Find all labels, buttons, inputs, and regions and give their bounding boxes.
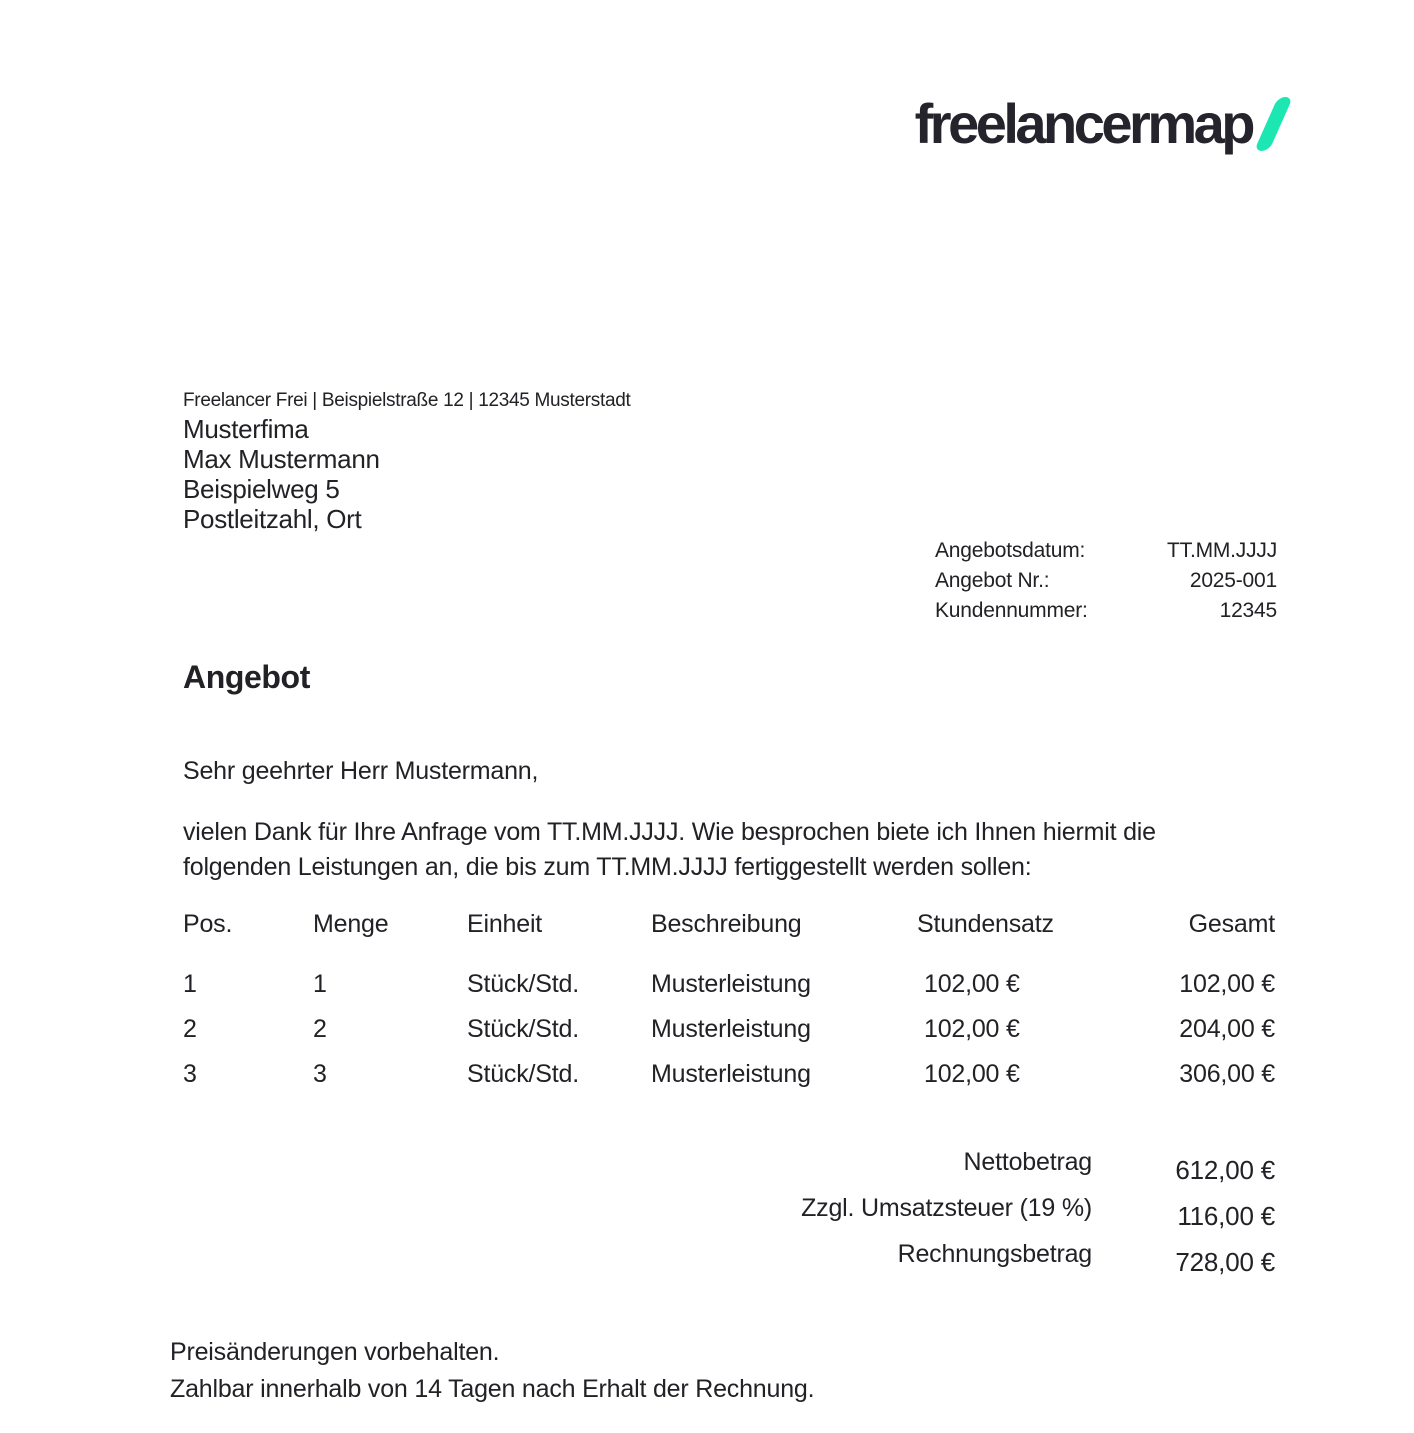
vat-value: 116,00 € [1177, 1201, 1275, 1231]
cell-menge: 3 [313, 1060, 327, 1088]
line-items-table [183, 909, 1275, 1104]
intro-line-2: folgenden Leistungen an, die bis zum TT.MM.JJJJ fertiggestellt werden sollen: [183, 853, 1032, 881]
totals-section [183, 1147, 1275, 1277]
cell-stundensatz: 102,00 € [924, 1015, 1020, 1043]
price-change-note: Preisänderungen vorbehalten. [170, 1338, 500, 1366]
sender-line: Freelancer Frei | Beispielstraße 12 | 12345 Musterstadt [183, 390, 631, 411]
customer-number-value: 12345 [1219, 599, 1277, 622]
cell-stundensatz: 102,00 € [924, 970, 1020, 998]
meta-row-customer [935, 596, 1277, 626]
cell-einheit: Stück/Std. [467, 1015, 579, 1043]
freelancermap-logo [914, 92, 1281, 155]
meta-row-number [935, 566, 1277, 596]
net-amount-label: Nettobetrag [963, 1148, 1092, 1176]
meta-row-date [935, 536, 1277, 566]
header-einheit: Einheit [467, 910, 543, 938]
cell-gesamt: 102,00 € [1179, 970, 1275, 998]
cell-menge: 1 [313, 970, 327, 998]
table-header-row [183, 909, 1275, 939]
cell-menge: 2 [313, 1015, 327, 1043]
logo-slash-icon [1254, 97, 1293, 151]
header-pos: Pos. [183, 910, 233, 938]
offer-date-label: Angebotsdatum: [935, 539, 1086, 562]
cell-beschreibung: Musterleistung [651, 1060, 811, 1088]
logo-wordmark: freelancermap [914, 92, 1252, 155]
cell-pos: 2 [183, 1015, 197, 1043]
totals-row-gross [183, 1239, 1275, 1277]
vat-label: Zzgl. Umsatzsteuer (19 %) [801, 1194, 1092, 1222]
salutation: Sehr geehrter Herr Mustermann, [183, 757, 539, 785]
footer-notes [170, 1337, 814, 1404]
intro-paragraph [183, 815, 1275, 885]
offer-number-label: Angebot Nr.: [935, 569, 1050, 592]
cell-einheit: Stück/Std. [467, 970, 579, 998]
customer-number-label: Kundennummer: [935, 599, 1088, 622]
net-amount-value: 612,00 € [1175, 1155, 1275, 1185]
payment-terms-note: Zahlbar innerhalb von 14 Tagen nach Erhalt der Rechnung. [170, 1375, 815, 1403]
totals-row-net [183, 1147, 1275, 1185]
header-stundensatz: Stundensatz [917, 910, 1054, 938]
cell-gesamt: 306,00 € [1179, 1060, 1275, 1088]
header-menge: Menge [313, 910, 389, 938]
recipient-name: Max Mustermann [183, 444, 380, 474]
offer-number-value: 2025-001 [1189, 569, 1277, 592]
invoice-amount-label: Rechnungsbetrag [897, 1240, 1092, 1268]
recipient-address [183, 414, 380, 534]
invoice-amount-value: 728,00 € [1175, 1247, 1275, 1277]
recipient-company: Musterfima [183, 414, 309, 444]
offer-date-value: TT.MM.JJJJ [1167, 539, 1277, 562]
header-gesamt: Gesamt [1188, 910, 1275, 938]
recipient-street: Beispielweg 5 [183, 474, 340, 504]
document-title: Angebot [183, 659, 310, 695]
cell-stundensatz: 102,00 € [924, 1060, 1020, 1088]
table-row [183, 1014, 1275, 1044]
totals-row-vat [183, 1193, 1275, 1231]
cell-beschreibung: Musterleistung [651, 970, 811, 998]
table-row [183, 1059, 1275, 1089]
cell-beschreibung: Musterleistung [651, 1015, 811, 1043]
cell-pos: 3 [183, 1060, 197, 1088]
intro-line-1: vielen Dank für Ihre Anfrage vom TT.MM.JJJJ. Wie besprochen biete ich Ihnen hiermit die [183, 818, 1156, 846]
table-row [183, 969, 1275, 999]
header-beschreibung: Beschreibung [651, 910, 802, 938]
cell-einheit: Stück/Std. [467, 1060, 579, 1088]
offer-meta [935, 536, 1277, 626]
cell-gesamt: 204,00 € [1179, 1015, 1275, 1043]
cell-pos: 1 [183, 970, 197, 998]
recipient-city: Postleitzahl, Ort [183, 504, 362, 534]
